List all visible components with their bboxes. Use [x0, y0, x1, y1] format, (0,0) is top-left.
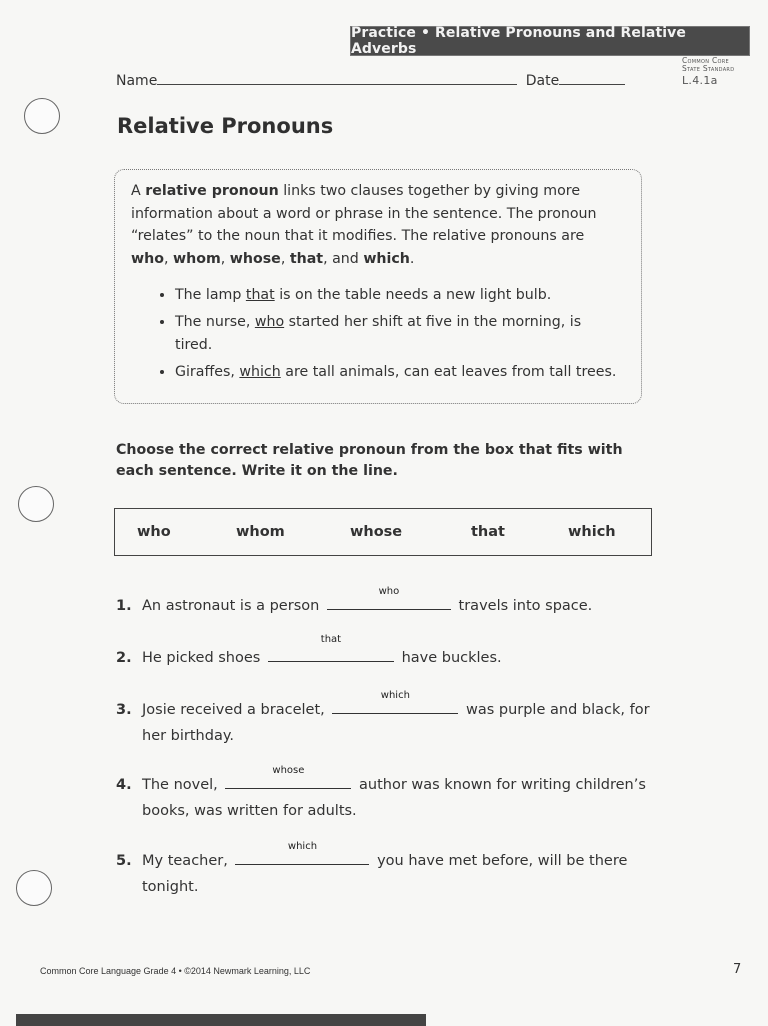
word-bank-item: which	[568, 524, 616, 540]
standard-line-2: State Standard	[682, 64, 735, 73]
date-field[interactable]	[559, 70, 625, 85]
page-number: 7	[733, 962, 742, 977]
example-item: • The lamp that is on the table needs a new light bulb.	[175, 284, 625, 307]
handwritten-answer: which	[380, 690, 410, 701]
word-bank-item: who	[137, 524, 171, 540]
answer-blank[interactable]	[268, 634, 394, 662]
example-item: • The nurse, who started her shift at five in the morning, is tired.	[175, 311, 625, 357]
name-date-line	[116, 70, 636, 89]
standard-code: L.4.1a	[682, 74, 718, 87]
answer-blank[interactable]	[327, 586, 451, 610]
footer-copyright: Common Core Language Grade 4 • ©2014 Newmark Learning, LLC	[40, 966, 311, 976]
name-label: Name	[116, 73, 158, 89]
answer-blank[interactable]	[235, 841, 369, 865]
answer-blank[interactable]	[332, 690, 458, 714]
handwritten-answer: who	[378, 586, 400, 597]
exercise-item: 3. Josie received a bracelet, which was purple and black, for her birthday.	[116, 697, 676, 749]
standard-label	[682, 57, 734, 85]
definition-term: relative pronoun	[145, 183, 279, 199]
definition-box	[114, 169, 642, 404]
binder-hole-middle	[18, 486, 54, 522]
binder-hole-bottom	[16, 870, 52, 906]
next-page-banner-edge	[16, 1014, 426, 1026]
answer-blank[interactable]	[225, 765, 351, 789]
word-bank-item: whom	[236, 524, 285, 540]
word-bank	[114, 508, 652, 556]
exercise-item: 2. He picked shoes that have buckles.	[116, 645, 676, 671]
word-bank-item: that	[471, 524, 505, 540]
handwritten-answer: that	[320, 634, 342, 645]
directions: Choose the correct relative pronoun from the box that fits with each sentence. Write it on the line.	[116, 442, 623, 479]
word-bank-item: whose	[350, 524, 403, 540]
definition-text: A relative pronoun links two clauses together by giving more information about a word or phrase in the sentence. The pronoun “relates” to the noun that it modifies. The relative pronouns are who, whom, whose, that, and which.	[131, 183, 597, 267]
date-label: Date	[525, 73, 560, 89]
exercise-item: 4. The novel, whose author was known for writing children’s books, was written for adults.	[116, 772, 676, 824]
standard-line-1: Common Core	[682, 56, 729, 65]
handwritten-answer: which	[287, 841, 318, 852]
example-list	[131, 284, 625, 384]
example-item: • Giraffes, which are tall animals, can eat leaves from tall trees.	[175, 361, 625, 384]
binder-hole-top	[24, 98, 60, 134]
name-field[interactable]	[157, 70, 517, 85]
exercise-item: 5. My teacher, which you have met before, will be there tonight.	[116, 848, 676, 900]
section-banner: Practice • Relative Pronouns and Relative Adverbs	[350, 26, 750, 56]
exercise-item: 1. An astronaut is a person who travels into space.	[116, 593, 676, 619]
page-title: Relative Pronouns	[117, 114, 334, 138]
handwritten-answer: whose	[272, 765, 305, 776]
